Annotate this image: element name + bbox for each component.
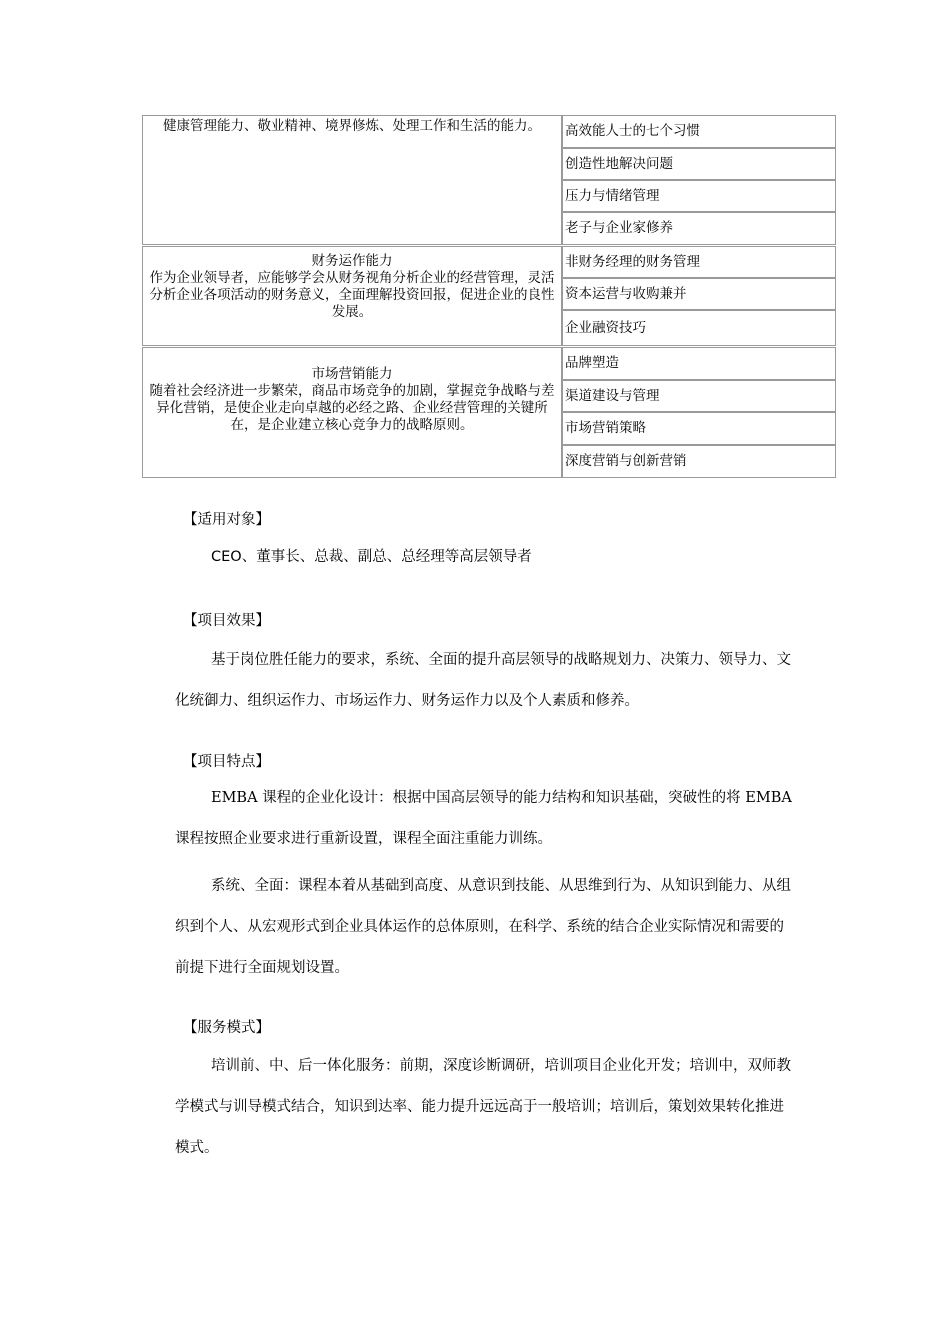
section-body-service xyxy=(175,1046,795,1169)
course-name: 老子与企业家修养 xyxy=(565,220,673,236)
section-heading-features: 【项目特点】 xyxy=(183,754,270,770)
section-heading-service: 【服务模式】 xyxy=(183,1020,270,1036)
course-name: 高效能人士的七个习惯 xyxy=(565,123,700,139)
ability-title: 财务运作能力 xyxy=(311,253,393,269)
course-cell xyxy=(562,380,836,412)
paragraph: 培训前、中、后一体化服务：前期，深度诊断调研，培训项目企业化开发；培训中，双师教学模式与训导模式结合，知识到达率、能力提升远远高于一般培训；培训后，策划效果转化推进模式。 xyxy=(175,1058,791,1156)
section-heading-audience: 【适用对象】 xyxy=(183,512,270,528)
course-name: 非财务经理的财务管理 xyxy=(565,253,700,270)
course-name: 企业融资技巧 xyxy=(565,319,646,336)
course-cell xyxy=(562,180,836,212)
paragraph: 基于岗位胜任能力的要求，系统、全面的提升高层领导的战略规划力、决策力、领导力、文化统御力、组织运作力、市场运作力、财务运作力以及个人素质和修养。 xyxy=(175,652,791,709)
course-cell xyxy=(562,115,836,148)
course-cell xyxy=(562,278,836,310)
ability-title: 市场营销能力 xyxy=(311,366,393,382)
course-name: 深度营销与创新营销 xyxy=(565,453,687,469)
course-cell xyxy=(562,347,836,380)
ability-cell-personal xyxy=(142,115,562,245)
course-cell xyxy=(562,246,836,278)
section-body-audience xyxy=(175,537,795,578)
course-name: 市场营销策略 xyxy=(565,420,646,436)
paragraph: CEO、董事长、总裁、副总、总经理等高层领导者 xyxy=(211,549,532,565)
course-name: 品牌塑造 xyxy=(565,355,619,371)
section-body-features xyxy=(175,778,795,989)
course-cell xyxy=(562,310,836,346)
paragraph: EMBA 课程的企业化设计：根据中国高层领导的能力结构和知识基础，突破性的将 EMBA 课程按照企业要求进行重新设置，课程全面注重能力训练。 xyxy=(175,790,792,847)
ability-desc: 随着社会经济进一步繁荣，商品市场竞争的加剧，掌握竞争战略与差异化营销，是使企业走向卓越的必经之路、企业经营管理的关键所在，是企业建立核心竞争力的战略原则。 xyxy=(149,383,555,433)
course-cell xyxy=(562,148,836,180)
course-table xyxy=(142,115,836,478)
section-body-effect xyxy=(175,640,795,722)
paragraph: 系统、全面：课程本着从基础到高度、从意识到技能、从思维到行为、从知识到能力、从组织到个人、从宏观形式到企业具体运作的总体原则，在科学、系统的结合企业实际情况和需要的前提下进行全面规划设置。 xyxy=(175,878,791,976)
course-cell xyxy=(562,412,836,445)
course-cell xyxy=(562,212,836,245)
course-name: 压力与情绪管理 xyxy=(565,187,660,204)
course-name: 资本运营与收购兼并 xyxy=(565,285,687,302)
ability-cell-finance xyxy=(142,246,562,346)
course-cell xyxy=(562,445,836,478)
ability-desc: 健康管理能力、敬业精神、境界修炼、处理工作和生活的能力。 xyxy=(163,118,541,134)
ability-desc: 作为企业领导者，应能够学会从财务视角分析企业的经营管理，灵活分析企业各项活动的财务意义，全面理解投资回报，促进企业的良性发展。 xyxy=(149,270,555,320)
course-name: 渠道建设与管理 xyxy=(565,387,660,404)
section-heading-effect: 【项目效果】 xyxy=(183,613,270,629)
ability-cell-marketing xyxy=(142,347,562,478)
course-name: 创造性地解决问题 xyxy=(565,155,673,172)
